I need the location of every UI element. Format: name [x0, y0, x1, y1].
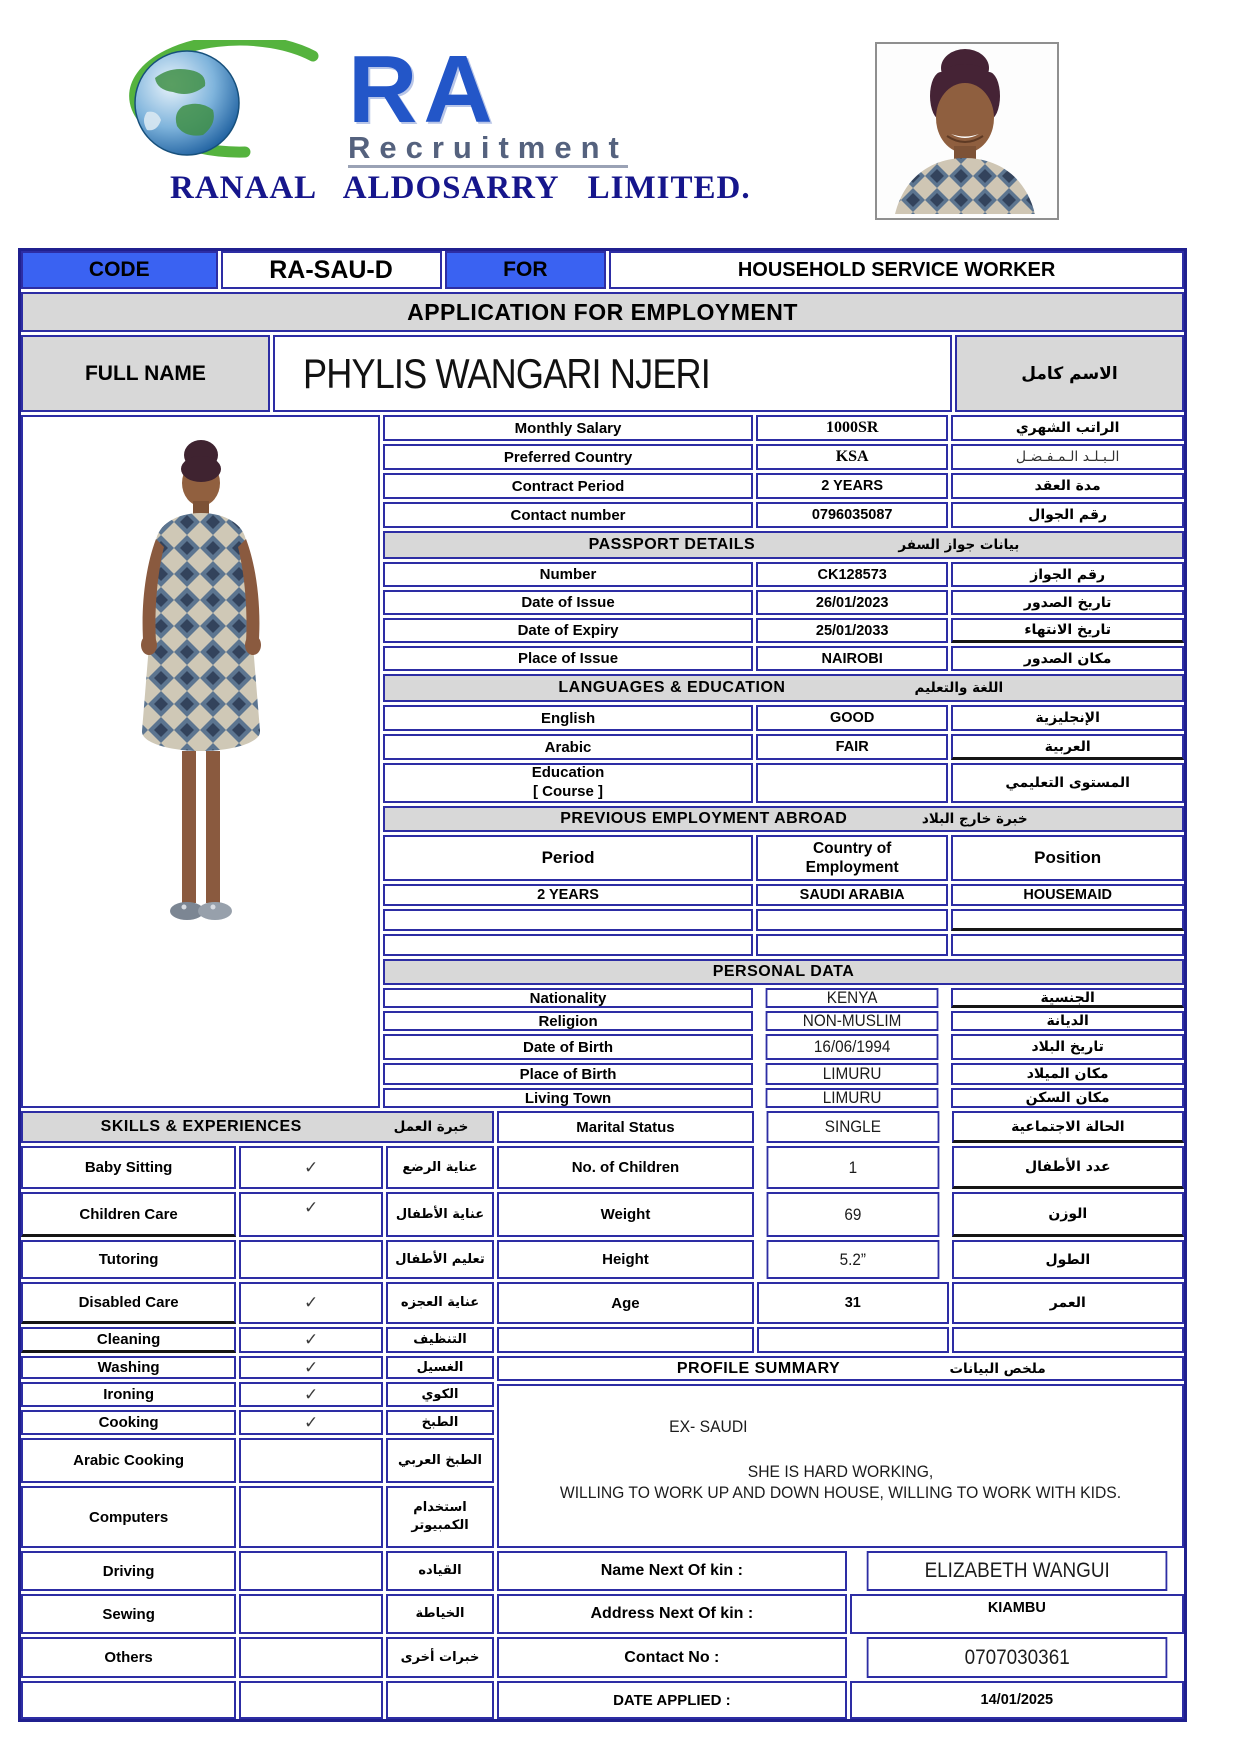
marital-status-value: SINGLE: [767, 1111, 940, 1143]
religion-value: NON-MUSLIM: [766, 1011, 939, 1031]
skill-checkmark: [239, 1551, 383, 1591]
date-of-expiry-row: [383, 618, 1184, 643]
skill-arabic: القياده: [386, 1551, 494, 1591]
details-section: [21, 415, 1184, 1108]
empty-cell: [757, 1327, 949, 1353]
children-row: [497, 1146, 1184, 1189]
measurements-profile-panel: [497, 1111, 1184, 1719]
skill-name: Cleaning: [21, 1327, 236, 1353]
living-town-arabic: مكان السكن: [951, 1088, 1184, 1108]
contract-period-row: [383, 473, 1184, 499]
empty-cell: [952, 1327, 1184, 1353]
code-row: [21, 251, 1184, 289]
previous-employment-header-row: [383, 835, 1184, 881]
weight-label: Weight: [497, 1192, 754, 1237]
religion-row: [383, 1011, 1184, 1031]
skill-name: Driving: [21, 1551, 236, 1591]
english-value: GOOD: [756, 705, 948, 731]
empty-cell: [21, 1681, 236, 1719]
skill-checkmark: [239, 1594, 383, 1634]
profile-line-1: EX- SAUDI: [669, 1418, 748, 1436]
contract-period-arabic: مدة العقد: [951, 473, 1184, 499]
skill-row-disabled-care: [21, 1282, 494, 1324]
page-title: APPLICATION FOR EMPLOYMENT: [21, 292, 1184, 332]
skill-checkmark: [239, 1240, 383, 1279]
education-label: Education [ Course ]: [383, 763, 753, 803]
height-row: [497, 1240, 1184, 1279]
languages-title-arabic: اللغة والتعليم: [914, 680, 1004, 696]
full-name-row: [21, 335, 1184, 412]
skill-row-others: [21, 1637, 494, 1678]
place-of-birth-label: Place of Birth: [383, 1063, 753, 1085]
skills-title-arabic: خبرة العمل: [393, 1119, 469, 1135]
date-of-expiry-arabic: تاريخ الانتهاء: [951, 618, 1184, 643]
monthly-salary-label: Monthly Salary: [383, 415, 753, 441]
contact-number-value: 0796035087: [756, 502, 948, 528]
passport-title-arabic: بيانات جواز السفر: [898, 537, 1020, 553]
profile-line-2: SHE IS HARD WORKING,: [747, 1463, 934, 1481]
contract-period-label: Contract Period: [383, 473, 753, 499]
age-arabic: العمر: [952, 1282, 1184, 1324]
skill-arabic: الكوي: [386, 1382, 494, 1407]
col-period: Period: [383, 835, 753, 881]
age-row: [497, 1282, 1184, 1324]
skill-checkmark: ✓: [239, 1146, 383, 1189]
nationality-value: KENYA: [766, 988, 939, 1008]
english-arabic: الإنجليزية: [951, 705, 1184, 731]
education-value: [756, 763, 948, 803]
prev-period-1: 2 YEARS: [383, 884, 753, 906]
empty-cell: [386, 1681, 494, 1719]
header: [0, 0, 1241, 248]
skill-name: Washing: [21, 1356, 236, 1379]
full-name-arabic: الاسم كامل: [955, 335, 1184, 412]
details-table: [383, 415, 1184, 1108]
full-name-label: FULL NAME: [21, 335, 270, 412]
date-applied-label: DATE APPLIED :: [497, 1681, 847, 1719]
skill-name: Computers: [21, 1486, 236, 1548]
children-label: No. of Children: [497, 1146, 754, 1189]
religion-label: Religion: [383, 1011, 753, 1031]
ra-recruitment-logo: [95, 36, 835, 168]
skill-checkmark: ✓: [239, 1327, 383, 1353]
profile-summary-text: [497, 1384, 1184, 1548]
prev-country-3: [756, 934, 948, 956]
kin-contact-row: [497, 1637, 1184, 1678]
skills-bar: [21, 1111, 494, 1143]
nationality-label: Nationality: [383, 988, 753, 1008]
col-country: Country of Employment: [756, 835, 948, 881]
empty-cell: [497, 1327, 754, 1353]
marital-status-label: Marital Status: [497, 1111, 754, 1143]
contact-number-row: [383, 502, 1184, 528]
logo-ra-text: RA: [348, 36, 499, 143]
monthly-salary-value: 1000SR: [756, 415, 948, 441]
personal-data-title: PERSONAL DATA: [712, 963, 855, 980]
english-row: [383, 705, 1184, 731]
place-of-issue-row: [383, 646, 1184, 671]
skill-checkmark: [239, 1486, 383, 1548]
preferred-country-arabic: الـبـلـد الـمـفـضـل: [951, 444, 1184, 470]
weight-value: 69: [767, 1192, 940, 1237]
height-arabic: الطول: [952, 1240, 1184, 1279]
company-name: RANAAL ALDOSARRY LIMITED.: [170, 170, 751, 206]
skill-checkmark: ✓: [239, 1410, 383, 1435]
date-of-birth-row: [383, 1034, 1184, 1060]
code-value: RA-SAU-D: [221, 251, 442, 289]
skill-row-arabic-cooking: [21, 1438, 494, 1483]
languages-title: LANGUAGES & EDUCATION: [558, 679, 786, 696]
arabic-arabic: العربية: [951, 734, 1184, 760]
passport-number-label: Number: [383, 562, 753, 587]
preferred-country-label: Preferred Country: [383, 444, 753, 470]
place-of-issue-label: Place of Issue: [383, 646, 753, 671]
skill-row-empty: [21, 1681, 494, 1719]
passport-number-row: [383, 562, 1184, 587]
skill-arabic: الطبخ العربي: [386, 1438, 494, 1483]
skills-profile-section: [21, 1111, 1184, 1719]
date-of-birth-value: 16/06/1994: [766, 1034, 939, 1060]
skill-name: Baby Sitting: [21, 1146, 236, 1189]
religion-arabic: الديانة: [951, 1011, 1184, 1031]
profile-summary-bar-row: [497, 1356, 1184, 1381]
skill-name: Others: [21, 1637, 236, 1678]
applicant-portrait-photo: [875, 42, 1059, 220]
date-of-expiry-value: 25/01/2033: [756, 618, 948, 643]
profile-summary-text-row: [497, 1384, 1184, 1548]
living-town-row: [383, 1088, 1184, 1108]
weight-arabic: الوزن: [952, 1192, 1184, 1237]
skill-checkmark: ✓: [239, 1192, 383, 1237]
skill-checkmark: [239, 1438, 383, 1483]
contact-number-arabic: رقم الجوال: [951, 502, 1184, 528]
weight-row: [497, 1192, 1184, 1237]
empty-cell: [239, 1681, 383, 1719]
age-label: Age: [497, 1282, 754, 1324]
arabic-value: FAIR: [756, 734, 948, 760]
skill-name: Arabic Cooking: [21, 1438, 236, 1483]
profile-summary-title: PROFILE SUMMARY: [676, 1359, 841, 1377]
applicant-fullbody-photo: [21, 415, 380, 1108]
kin-contact-value: 0707030361: [866, 1637, 1167, 1678]
previous-employment-bar: [383, 806, 1184, 832]
prev-position-2: [951, 909, 1184, 931]
kin-name-row: [497, 1551, 1184, 1591]
monthly-salary-arabic: الراتب الشهري: [951, 415, 1184, 441]
previous-employment-row-1: [383, 884, 1184, 906]
skill-row-children-care: [21, 1192, 494, 1237]
children-value: 1: [767, 1146, 940, 1189]
skill-row-baby-sitting: [21, 1146, 494, 1189]
empty-measure-row: [497, 1327, 1184, 1353]
skill-row-washing: [21, 1356, 494, 1379]
prev-period-2: [383, 909, 753, 931]
prev-country-1: SAUDI ARABIA: [756, 884, 948, 906]
skill-checkmark: [239, 1637, 383, 1678]
logo-recruitment-text: Recruitment: [348, 132, 628, 168]
skill-row-cooking: [21, 1410, 494, 1435]
place-of-issue-arabic: مكان الصدور: [951, 646, 1184, 671]
for-label: FOR: [445, 251, 607, 289]
skill-arabic: الخياطة: [386, 1594, 494, 1634]
passport-number-value: CK128573: [756, 562, 948, 587]
skill-row-computers: [21, 1486, 494, 1548]
title-row: [21, 292, 1184, 332]
skill-name: Children Care: [21, 1192, 236, 1237]
kin-address-value: KIAMBU: [850, 1594, 1184, 1634]
kin-address-row: [497, 1594, 1184, 1634]
nationality-row: [383, 988, 1184, 1008]
contact-number-label: Contact number: [383, 502, 753, 528]
languages-section-bar-row: [383, 674, 1184, 702]
marital-status-arabic: الحالة الاجتماعية: [952, 1111, 1184, 1143]
profile-summary-bar: [497, 1356, 1184, 1381]
education-arabic: المستوى التعليمي: [951, 763, 1184, 803]
arabic-label: Arabic: [383, 734, 753, 760]
skill-name: Ironing: [21, 1382, 236, 1407]
passport-number-arabic: رقم الجواز: [951, 562, 1184, 587]
place-of-birth-row: [383, 1063, 1184, 1085]
skills-table: [21, 1111, 494, 1719]
date-of-birth-arabic: تاريخ البلاد: [951, 1034, 1184, 1060]
languages-section-bar: [383, 674, 1184, 702]
height-label: Height: [497, 1240, 754, 1279]
application-form: [18, 248, 1187, 1722]
previous-employment-title-arabic: خبرة خارج البلاد: [921, 811, 1028, 827]
skill-row-cleaning: [21, 1327, 494, 1353]
skill-checkmark: ✓: [239, 1356, 383, 1379]
kin-contact-label: Contact No :: [497, 1637, 847, 1678]
prev-period-3: [383, 934, 753, 956]
prev-position-1: HOUSEMAID: [951, 884, 1184, 906]
date-of-issue-label: Date of Issue: [383, 590, 753, 615]
skills-title: SKILLS & EXPERIENCES: [100, 1118, 302, 1135]
skill-arabic: خبرات أخرى: [386, 1637, 494, 1678]
code-label: CODE: [21, 251, 218, 289]
skill-arabic: استخدام الكمبيوتر: [386, 1486, 494, 1548]
date-of-issue-arabic: تاريخ الصدور: [951, 590, 1184, 615]
skill-name: Tutoring: [21, 1240, 236, 1279]
date-of-issue-value: 26/01/2023: [756, 590, 948, 615]
living-town-value: LIMURU: [766, 1088, 939, 1108]
prev-position-3: [951, 934, 1184, 956]
personal-data-bar: [383, 959, 1184, 985]
english-label: English: [383, 705, 753, 731]
date-of-expiry-label: Date of Expiry: [383, 618, 753, 643]
skills-bar-row: [21, 1111, 494, 1143]
preferred-country-value: KSA: [756, 444, 948, 470]
skill-row-tutoring: [21, 1240, 494, 1279]
date-applied-value: 14/01/2025: [850, 1681, 1184, 1719]
globe-logo-icon: [95, 40, 330, 171]
marital-status-row: [497, 1111, 1184, 1143]
skill-arabic: تعليم الأطفال: [386, 1240, 494, 1279]
kin-address-label: Address Next Of kin :: [497, 1594, 847, 1634]
skill-checkmark: ✓: [239, 1282, 383, 1324]
skill-name: Sewing: [21, 1594, 236, 1634]
date-applied-row: [497, 1681, 1184, 1719]
date-of-birth-label: Date of Birth: [383, 1034, 753, 1060]
height-value: 5.2”: [767, 1240, 940, 1279]
previous-employment-title: PREVIOUS EMPLOYMENT ABROAD: [560, 810, 848, 827]
passport-section-bar: [383, 531, 1184, 559]
profile-summary-title-arabic: ملخص البيانات: [949, 1360, 1046, 1377]
skill-row-sewing: [21, 1594, 494, 1634]
place-of-issue-value: NAIROBI: [756, 646, 948, 671]
skill-name: Disabled Care: [21, 1282, 236, 1324]
preferred-country-row: [383, 444, 1184, 470]
passport-title: PASSPORT DETAILS: [588, 536, 756, 553]
skill-arabic: الغسيل: [386, 1356, 494, 1379]
children-arabic: عدد الأطفال: [952, 1146, 1184, 1189]
passport-section-bar-row: [383, 531, 1184, 559]
for-value: HOUSEHOLD SERVICE WORKER: [609, 251, 1184, 289]
skill-arabic: عناية الرضع: [386, 1146, 494, 1189]
full-name-value: PHYLIS WANGARI NJERI: [302, 349, 710, 397]
skill-checkmark: ✓: [239, 1382, 383, 1407]
skill-arabic: عناية الأطفال: [386, 1192, 494, 1237]
full-name-value-cell: [273, 335, 952, 412]
contract-period-value: 2 YEARS: [756, 473, 948, 499]
skill-row-driving: [21, 1551, 494, 1591]
personal-data-bar-row: [383, 959, 1184, 985]
nationality-arabic: الجنسية: [951, 988, 1184, 1008]
skill-name: Cooking: [21, 1410, 236, 1435]
skill-row-ironing: [21, 1382, 494, 1407]
previous-employment-row-3: [383, 934, 1184, 956]
place-of-birth-arabic: مكان الميلاد: [951, 1063, 1184, 1085]
skill-arabic: التنظيف: [386, 1327, 494, 1353]
place-of-birth-value: LIMURU: [766, 1063, 939, 1085]
living-town-label: Living Town: [383, 1088, 753, 1108]
education-row: [383, 763, 1184, 803]
profile-line-3: WILLING TO WORK UP AND DOWN HOUSE, WILLING TO WORK WITH KIDS.: [559, 1484, 1122, 1502]
arabic-row: [383, 734, 1184, 760]
skill-arabic: عناية العجزه: [386, 1282, 494, 1324]
kin-name-value: ELIZABETH WANGUI: [866, 1551, 1167, 1591]
prev-country-2: [756, 909, 948, 931]
previous-employment-bar-row: [383, 806, 1184, 832]
kin-name-label: Name Next Of kin :: [497, 1551, 847, 1591]
previous-employment-row-2: [383, 909, 1184, 931]
skill-arabic: الطبخ: [386, 1410, 494, 1435]
logo-text: [348, 36, 628, 168]
age-value: 31: [757, 1282, 949, 1324]
monthly-salary-row: [383, 415, 1184, 441]
col-position: Position: [951, 835, 1184, 881]
date-of-issue-row: [383, 590, 1184, 615]
